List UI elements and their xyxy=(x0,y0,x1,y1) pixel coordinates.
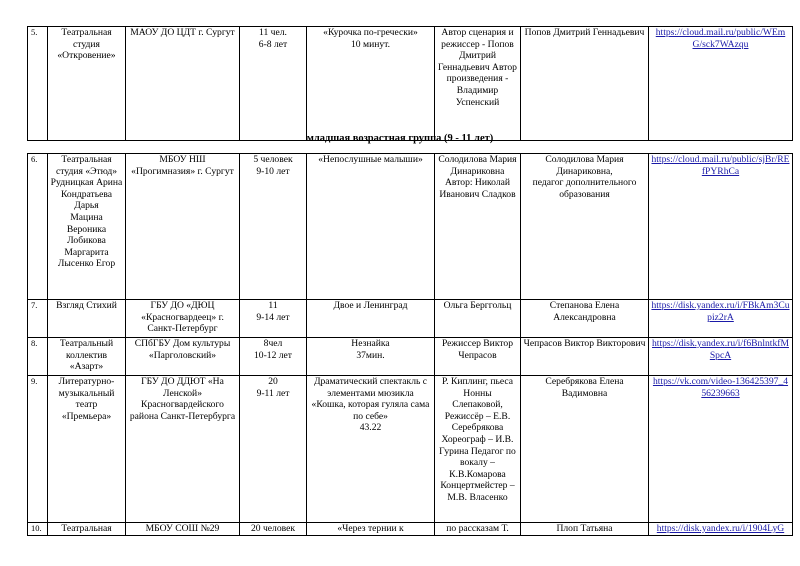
video-link[interactable]: https://disk.yandex.ru/i/FBkAm3Cupiz2rA xyxy=(649,300,793,338)
row-number: 7. xyxy=(28,300,48,338)
row-number: 6. xyxy=(28,154,48,300)
video-link[interactable]: https://cloud.mail.ru/public/sjBr/REfPYRhCa xyxy=(649,154,793,300)
participants-table-top xyxy=(27,26,793,141)
leader-name: Солодилова Мария Динариковна, педагог дополнительного образования xyxy=(521,154,649,300)
participants-count: 20 9-11 лет xyxy=(240,376,307,523)
table-row xyxy=(28,523,793,536)
author-director: Режиссер Виктор Чепрасов xyxy=(435,338,521,376)
table-row xyxy=(28,300,793,338)
author-director: по рассказам Т. xyxy=(435,523,521,536)
work-title: Двое и Ленинград xyxy=(307,300,435,338)
table-row xyxy=(28,154,793,300)
video-link[interactable]: https://cloud.mail.ru/public/WEmG/sck7WAzqu xyxy=(649,27,793,141)
studio-name: Театральный коллектив «Азарт» xyxy=(48,338,126,376)
organization: МБОУ НШ «Прогимназия» г. Сургут xyxy=(126,154,240,300)
studio-name: Литературно-музыкальный театр «Премьера» xyxy=(48,376,126,523)
work-title: «Курочка по-гречески» 10 минут. xyxy=(307,27,435,141)
work-title: «Непослушные малыши» xyxy=(307,154,435,300)
row-number: 10. xyxy=(28,523,48,536)
organization: МАОУ ДО ЦДТ г. Сургут xyxy=(126,27,240,141)
leader-name: Чепрасов Виктор Викторович xyxy=(521,338,649,376)
organization: ГБУ ДО ДДЮТ «На Ленской» Красногвардейского района Санкт-Петербурга xyxy=(126,376,240,523)
participants-count: 11 чел. 6-8 лет xyxy=(240,27,307,141)
work-title: Драматический спектакль с элементами мюзикла «Кошка, которая гуляла сама по себе» 43.22 xyxy=(307,376,435,523)
work-title: «Через тернии к xyxy=(307,523,435,536)
work-title: Незнайка 37мин. xyxy=(307,338,435,376)
video-link[interactable]: https://vk.com/video-136425397_456239663 xyxy=(649,376,793,523)
row-number: 9. xyxy=(28,376,48,523)
table-row xyxy=(28,338,793,376)
organization: МБОУ СОШ №29 xyxy=(126,523,240,536)
studio-name: Театральная студия «Откровение» xyxy=(48,27,126,141)
participants-count: 8чел 10-12 лет xyxy=(240,338,307,376)
row-number: 5. xyxy=(28,27,48,141)
author-director: Автор сценария и режиссер - Попов Дмитрий Геннадьевич Автор произведения - Владимир Успенский xyxy=(435,27,521,141)
participants-count: 20 человек xyxy=(240,523,307,536)
author-director: Р. Киплинг, пьеса Нонны Слепаковой, Режиссёр – Е.В. Серебрякова Хореограф – И.В. Гурина Педагог по вокалу – К.В.Комарова Концертмейстер – М.В. Власенко xyxy=(435,376,521,523)
author-director: Ольга Берггольц xyxy=(435,300,521,338)
leader-name: Серебрякова Елена Вадимовна xyxy=(521,376,649,523)
organization: ГБУ ДО «ДЮЦ «Красногвардеец» г. Санкт-Петербург xyxy=(126,300,240,338)
leader-name: Попов Дмитрий Геннадьевич xyxy=(521,27,649,141)
participants-count: 5 человек 9-10 лет xyxy=(240,154,307,300)
row-number: 8. xyxy=(28,338,48,376)
author-director: Солодилова Мария Динариковна Автор: Николай Иванович Сладков xyxy=(435,154,521,300)
studio-name: Театральная xyxy=(48,523,126,536)
studio-name: Театральная студия «Этюд» Рудницкая Арина Кондратьева Дарья Мацина Вероника Лобикова Маргарита Лысенко Егор xyxy=(48,154,126,300)
organization: СПбГБУ Дом культуры «Парголовский» xyxy=(126,338,240,376)
video-link[interactable]: https://disk.yandex.ru/i/1904LyG xyxy=(649,523,793,536)
participants-count: 11 9-14 лет xyxy=(240,300,307,338)
table-row xyxy=(28,27,793,141)
video-link[interactable]: https://disk.yandex.ru/i/f6BnlntkfMSpcA xyxy=(649,338,793,376)
participants-table-main xyxy=(27,153,793,536)
leader-name: Плоп Татьяна xyxy=(521,523,649,536)
age-group-heading: младшая возрастная группа (9 - 11 лет) xyxy=(306,133,494,144)
studio-name: Взгляд Стихий xyxy=(48,300,126,338)
leader-name: Степанова Елена Александровна xyxy=(521,300,649,338)
table-row xyxy=(28,376,793,523)
